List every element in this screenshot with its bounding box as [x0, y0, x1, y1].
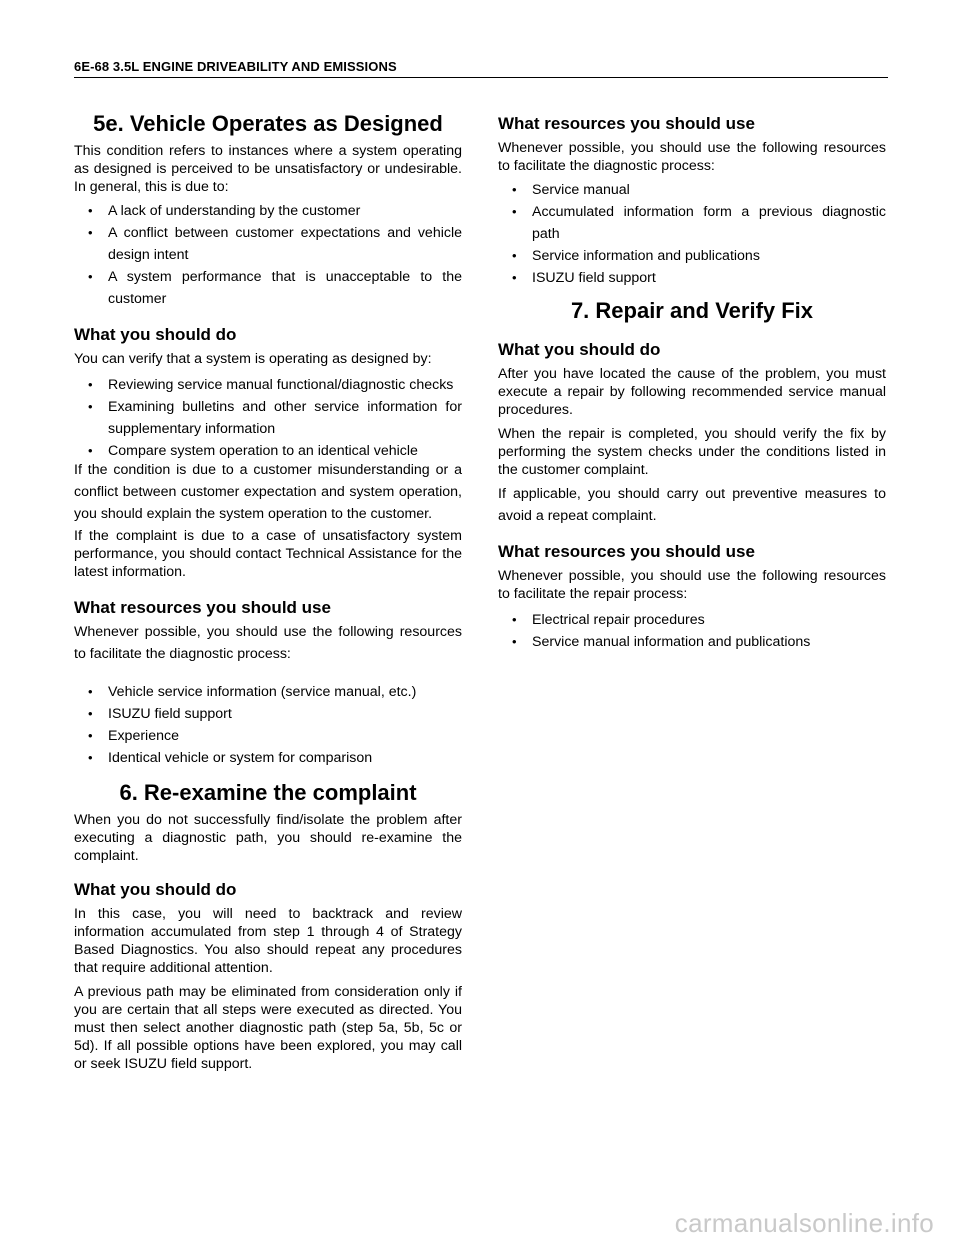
resources-heading: What resources you should use — [498, 114, 755, 133]
list-item: • Reviewing service manual functional/diagnostic checks — [74, 374, 462, 396]
section-6-intro: When you do not successfully find/isolate the problem after executing a diagnostic path, you should re-examine the complaint. — [74, 812, 462, 864]
watermark-text: carmanualsonline.info — [674, 1208, 934, 1238]
list-item: • Vehicle service information (service manual, etc.) — [74, 681, 462, 703]
resources-list — [74, 681, 462, 769]
what-to-do-text-3: If applicable, you should carry out preventive measures to avoid a repeat complaint. — [498, 486, 886, 524]
header-title: 6E-68 3.5L ENGINE DRIVEABILITY AND EMISSIONS — [74, 59, 397, 74]
section-5e-title: 5e. Vehicle Operates as Designed — [93, 111, 443, 136]
what-to-do-text-2: When the repair is completed, you should verify the fix by performing the system checks under the conditions listed in the customer complaint. — [498, 426, 886, 478]
resources-list — [498, 179, 886, 289]
what-to-do-text-2: If the complaint is due to a case of unsatisfactory system performance, you should contact Technical Assistance for the latest information. — [74, 528, 462, 580]
list-item: • Service manual — [498, 179, 886, 201]
resources-heading: What resources you should use — [74, 598, 331, 617]
right-column — [498, 110, 886, 653]
page-header — [74, 58, 888, 78]
list-item: • ISUZU field support — [74, 703, 462, 725]
what-to-do-intro: You can verify that a system is operating as designed by: — [74, 351, 432, 367]
list-item: • A lack of understanding by the customer — [74, 200, 462, 222]
list-item: • Compare system operation to an identical vehicle — [74, 440, 462, 462]
list-item: • Service information and publications — [498, 245, 886, 267]
repair-resources-heading: What resources you should use — [498, 542, 755, 561]
left-column — [74, 110, 462, 1073]
section-5e-list — [74, 200, 462, 310]
section-6-title: 6. Re-examine the complaint — [119, 780, 417, 805]
list-item: • Accumulated information form a previous diagnostic path — [498, 201, 886, 245]
list-item: • A conflict between customer expectations and vehicle design intent — [74, 222, 462, 266]
section-6-text-1: In this case, you will need to backtrack and review information accumulated from step 1 through 4 of Strategy Based Diagnostics. You also should repeat any procedures that require additional attention. — [74, 906, 462, 976]
list-item: • Electrical repair procedures — [498, 609, 886, 631]
list-item: • Service manual information and publications — [498, 631, 886, 653]
list-item: • Experience — [74, 725, 462, 747]
what-to-do-heading: What you should do — [74, 325, 237, 344]
section-6-do-heading: What you should do — [74, 880, 237, 899]
resources-intro: Whenever possible, you should use the following resources to facilitate the diagnostic process: — [498, 140, 886, 174]
section-7-title: 7. Repair and Verify Fix — [570, 298, 814, 323]
section-6-text-2: A previous path may be eliminated from consideration only if you are certain that all steps were executed as directed. You must then select another diagnostic path (step 5a, 5b, 5c or 5d). If all possible options have been explored, you may call or seek ISUZU field support. — [74, 984, 462, 1072]
list-item: • Identical vehicle or system for comparison — [74, 747, 462, 769]
list-item: • ISUZU field support — [498, 267, 886, 289]
what-to-do-list — [74, 374, 462, 462]
resources-intro: Whenever possible, you should use the following resources to facilitate the diagnostic process: — [74, 624, 462, 662]
what-to-do-text-1: After you have located the cause of the problem, you must execute a repair by following recommended service manual procedures. — [498, 366, 886, 418]
what-to-do-heading: What you should do — [498, 340, 661, 359]
list-item: • Examining bulletins and other service information for supplementary information — [74, 396, 462, 440]
list-item: • A system performance that is unacceptable to the customer — [74, 266, 462, 310]
repair-resources-intro: Whenever possible, you should use the following resources to facilitate the repair process: — [498, 568, 886, 602]
repair-resources-list — [498, 609, 886, 653]
what-to-do-text-1: If the condition is due to a customer misunderstanding or a conflict between customer expectation and system operation, you should explain the system operation to the customer. — [74, 462, 462, 522]
section-5e-intro: This condition refers to instances where a system operating as designed is perceived to be unsatisfactory or undesirable. In general, this is due to: — [74, 143, 462, 195]
